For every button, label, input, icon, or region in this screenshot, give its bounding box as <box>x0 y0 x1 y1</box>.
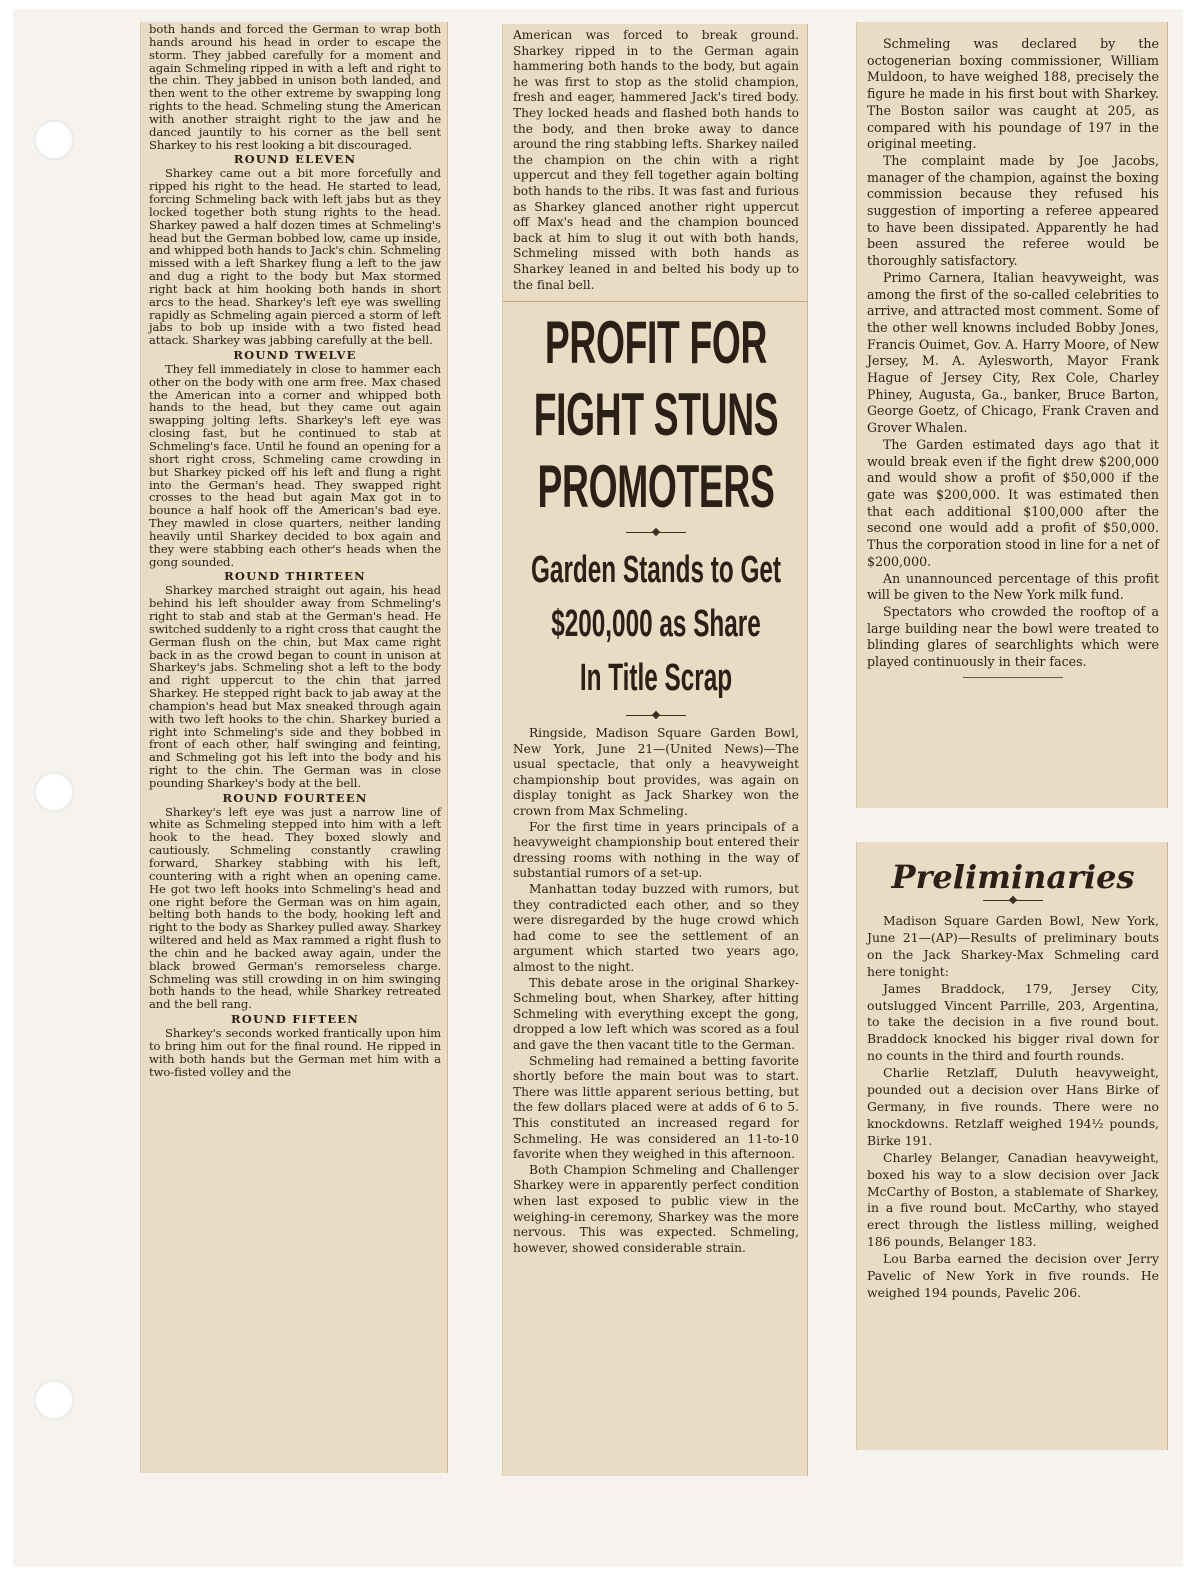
clipping-article-continued <box>856 22 1168 808</box>
preliminaries-paragraph: James Braddock, 179, Jersey City, outslugged Vincent Parrille, 203, Argentina, to take the decision in a five round bout. Braddock knocked his bigger rival down for no counts in the third and fourth rounds. <box>867 980 1159 1064</box>
end-rule <box>963 677 1063 678</box>
clipping-preliminaries <box>856 842 1168 1450</box>
round-twelve-heading: ROUND TWELVE <box>233 348 357 363</box>
continued-round-text <box>513 28 799 293</box>
round-twelve-text: They fell immediately in close to hammer each other on the body with one arm free. Max chased the American into a corner and whipped both hands to the head, but they came out again swapping jolting lefts. Sharkey's left eye was closing fast, but he continued to stab at Schmeling's face. Until he found an opening for a short right cross, Schmeling came crowding in but Sharkey picked off his left and flung a right into the German's head. They swapped right crosses to the head but again Max got in to bounce a half hook off the American's bad eye. They mawled in close quarters, neither landing heavily until Sharkey decided to box again and they were stabbing each other's heads when the gong sounded. <box>149 361 441 569</box>
article-continued-body <box>867 36 1159 671</box>
preliminaries-paragraph: Lou Barba earned the decision over Jerry Pavelic of New York in five rounds. He weighed 194 pounds, Pavelic 206. <box>867 1251 1159 1300</box>
round-thirteen-heading: ROUND THIRTEEN <box>224 569 366 584</box>
article-paragraph: An unannounced percentage of this profit will be given to the New York milk fund. <box>867 570 1159 603</box>
round-by-round-text <box>149 23 441 1078</box>
article-paragraph: For the first time in years principals of a heavyweight championship bout entered their dressing rooms with nothing in the way of substantial rumors of a set-up. <box>513 819 799 881</box>
article-paragraph: Schmeling was declared by the octogenerian boxing commissioner, William Muldoon, to have weighed 188, precisely the figure he made in his first bout with Sharkey. The Boston sailor was caught at 205, as compared with his poundage of 197 in the original meeting. <box>867 36 1159 152</box>
round-fifteen-text: Sharkey's seconds worked frantically upon him to bring him out for the final round. He ripped in with both hands but the German met him with a two-fisted volley and the <box>149 1025 441 1079</box>
headline-line-2: FIGHT STUNS <box>533 381 779 449</box>
article-body <box>513 726 799 1256</box>
ornament-divider <box>626 715 686 716</box>
preliminaries-paragraph: Charley Belanger, Canadian heavyweight, boxed his way to a slow decision over Jack McCarthy of Boston, a stablemate of Sharkey, in a five round bout. McCarthy, who stayed erect through the listless milling, weighed 186 pounds, Belanger 183. <box>867 1149 1159 1250</box>
preliminaries-body <box>867 913 1159 1302</box>
headline-line-3: PROMOTERS <box>537 453 775 521</box>
article-paragraph: Primo Carnera, Italian heavyweight, was among the first of the so-called celebrities to arrive, and attracted most comment. Some of the other well knowns included Bobby Jones, Francis Ouimet, Gov. A. Harry Moore, of New Jersey, M. A. Aylesworth, Mayor Frank Hague of Jersey City, Rex Cole, Charley Phiney, Augusta, Ga., banker, Bruce Barton, George Goetz, of Chicago, Frank Craven and Grover Whalen. <box>867 269 1159 436</box>
clipping-separator <box>503 293 808 302</box>
round-eleven-text: Sharkey came out a bit more forcefully and ripped his right to the head. He started to lead, forcing Schmeling back with left jabs but as they locked together both stung rights to the head. Sharkey pawed a half dozen times at Schmeling's head but the German bobbed low, came up inside, and whipped both hands to Jack's chin. Schmeling missed with a left Sharkey flung a left to the jaw and dug a right to the body but Max stormed right back at him hooking both hands in short arcs to the head. Sharkey's left eye was swelling rapidly as Schmeling again pierced a storm of left jabs to bob up inside with a two fisted head attack. Sharkey was jabbing carefully at the bell. <box>149 166 441 348</box>
round-fifteen-heading: ROUND FIFTEEN <box>230 1012 359 1027</box>
preliminaries-paragraph: Charlie Retzlaff, Duluth heavyweight, pounded out a decision over Hans Birke of Germany, in five rounds. There were no knockdowns. Retzlaff weighed 194½ pounds, Birke 191. <box>867 1065 1159 1148</box>
ornament-divider <box>983 900 1043 901</box>
preliminaries-title: Preliminaries <box>891 858 1135 896</box>
ornament-divider <box>626 532 686 533</box>
preliminaries-paragraph: Madison Square Garden Bowl, New York, June 21—(AP)—Results of preliminary bouts on the Jack Sharkey-Max Schmeling card here tonight: <box>867 913 1159 979</box>
article-paragraph: Manhattan today buzzed with rumors, but they contradicted each other, and so they were disregarded by the huge crowd which had come to see the settlement of an argument which started two years ago, almost to the night. <box>513 882 799 974</box>
article-paragraph: Spectators who crowded the rooftop of a large building near the bowl were treated to blinding glares of searchlights which were played continuously in their faces. <box>867 603 1159 670</box>
round-thirteen-text: Sharkey marched straight out again, his head behind his left shoulder away from Schmeling's right to stab and stab at the German's head. He switched suddenly to a right cross that caught the German flush on the chin, but Max came right back in as the crowd began to count in unison at Sharkey's jabs. Schmeling shot a left to the body and right uppercut to the chin that jarred Sharkey. He stepped right back to jab away at the champion's head but Max sneaked through again with two left hooks to the chin. Sharkey buried a right into Schmeling's side and they bobbed in front of each other, half swinging and feinting, and Schmeling got his left into the body and his right to the chin. The German was in close pounding Sharkey's body at the bell. <box>149 583 441 790</box>
article-paragraph: The complaint made by Joe Jacobs, manager of the champion, against the boxing commission because they refused his suggestion of importing a referee appeared to have been dissipated. Apparently he had been assured the referee would be thoroughly satisfactory. <box>867 152 1159 269</box>
subhead-line-3: In Title Scrap <box>579 657 733 700</box>
round-fourteen-heading: ROUND FOURTEEN <box>222 790 368 805</box>
clipping-profit-article <box>502 24 808 1476</box>
subhead-line-1: Garden Stands to Get <box>531 549 781 592</box>
subhead-line-2: $200,000 as Share <box>551 603 761 646</box>
article-paragraph: This debate arose in the original Sharkey-Schmeling bout, when Sharkey, after hitting Schmeling with everything except the gong, dropped a low left which was scored as a foul and gave the then vacant title to the German. <box>513 975 799 1052</box>
article-paragraph: Both Champion Schmeling and Challenger Sharkey were in apparently perfect condition when last exposed to public view in the weighing-in ceremony, Sharkey was the more nervous. This was expected. Schmeling, however, showed considerable strain. <box>513 1162 799 1255</box>
punch-hole <box>34 1380 74 1420</box>
clipping-round-by-round <box>140 22 448 1473</box>
scrapbook-page <box>14 10 1182 1566</box>
article-paragraph: The Garden estimated days ago that it would break even if the fight drew $200,000 and would show a profit of $50,000 if the gate was $200,000. It was estimated then that each additional $100,000 after the second one would add a profit of $50,000. Thus the corporation stood in line for a net of $200,000. <box>867 436 1159 569</box>
punch-hole <box>34 120 74 160</box>
round-eleven-heading: ROUND ELEVEN <box>233 152 357 167</box>
intro-paragraph: both hands and forced the German to wrap both hands around his head in order to escape the storm. They jabbed carefully for a moment and again Schmeling ripped in with a left and right to the chin. They jabbed in unison both landed, and then went to the other extreme by swapping long rights to the head. Schmeling stung the American with another straight right to the jaw and he danced jauntily to his corner as the bell sent Sharkey to his rest looking a bit discouraged. <box>149 22 441 152</box>
article-paragraph: Ringside, Madison Square Garden Bowl, New York, June 21—(United News)—The usual spectacle, that only a heavyweight championship bout provides, was again on display tonight as Jack Sharkey won the crown from Max Schmeling. <box>513 726 799 819</box>
continued-paragraph: American was forced to break ground. Sharkey ripped in to the German again hammering both hands to the body, but again he was first to stop as the stolid champion, fresh and eager, hammered Jack's tired body. They locked heads and flashed both hands to the body, and then broke away to dance around the ring stabbing lefts. Sharkey nailed the champion on the chin with a right uppercut and they fell together again bolting both hands to the ribs. It was fast and furious as Sharkey glanced another right uppercut off Max's head and the champion bounced back at him to slug it out with both hands, Schmeling missed with both hands as Sharkey leaned in and belted his body up to the final bell. <box>513 28 799 292</box>
round-fourteen-text: Sharkey's left eye was just a narrow line of white as Schmeling stepped into him with a left hook to the head. They boxed slowly and cautiously. Schmeling constantly crawling forward, Sharkey stabbing with his left, countering with a right when an opening came. He got two left hooks into Schmeling's head and one right before the German was on him again, belting both hands to the body, hooking left and right to the body as Sharkey pulled away. Sharkey wiltered and held as Max rammed a right flush to the chin and he backed away again, under the black browed German's remorseless charge. Schmeling was still crowding in on him swinging both hands to the head, while Sharkey retreated and the bell rang. <box>149 804 441 1012</box>
punch-hole <box>34 772 74 812</box>
headline-line-1: PROFIT FOR <box>544 309 768 377</box>
article-paragraph: Schmeling had remained a betting favorite shortly before the main bout was to start. There was little apparent serious betting, but the few dollars placed were at adds of 6 to 5. This constituted an increased regard for Schmeling. He was considered an 11-to-10 favorite when they weighed in this afternoon. <box>513 1053 799 1162</box>
